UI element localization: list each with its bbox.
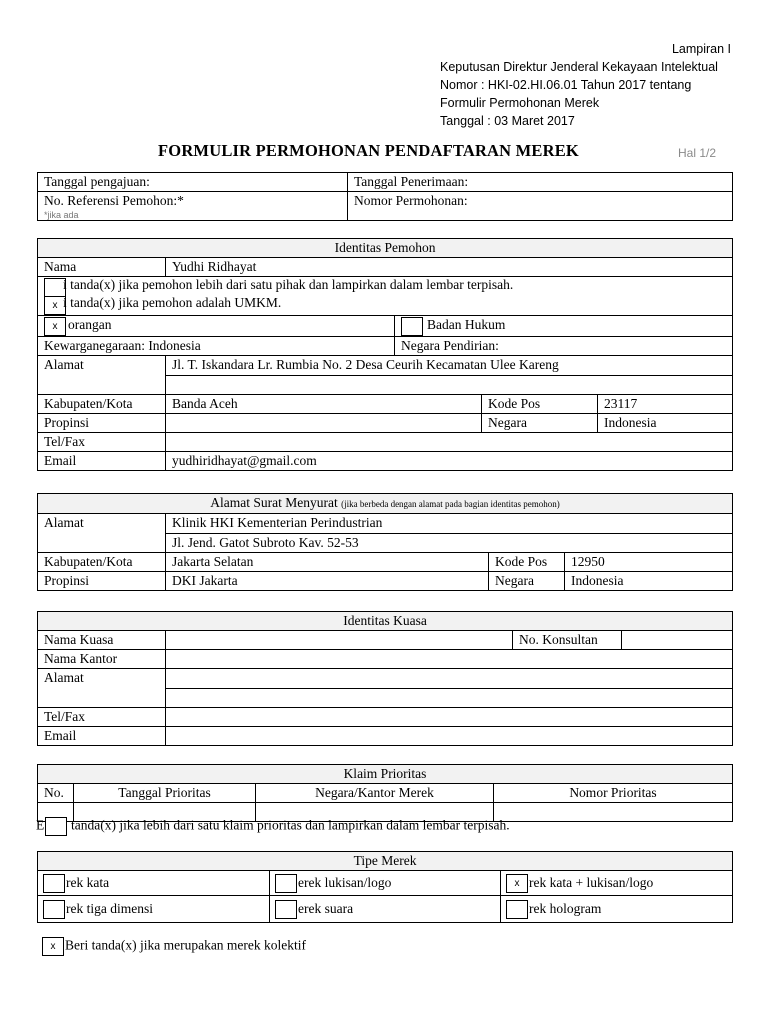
kewarganegaraan-field[interactable]: Kewarganegaraan: Indonesia [38,337,395,356]
alamat-label: Alamat [38,356,166,395]
umkm-text: i tanda(x) jika pemohon adalah UMKM. [63,295,282,310]
lampiran-keputusan: Keputusan Direktur Jenderal Kekayaan Intelektual [440,60,718,74]
merek-kata-label: rek kata [66,875,110,890]
tanggal-penerimaan-field[interactable]: Tanggal Penerimaan: [348,173,733,192]
negara-value[interactable]: Indonesia [598,414,733,433]
propinsi-label: Propinsi [38,414,166,433]
telfax-label: Tel/Fax [38,433,166,452]
kuasa-email-label: Email [38,727,166,746]
kuasa-alamat-line1[interactable] [166,669,733,689]
negara-label: Negara [482,414,598,433]
kolektif-text: Beri tanda(x) jika merupakan merek kolektif [65,937,307,953]
surat-propinsi-value[interactable]: DKI Jakarta [166,572,489,591]
merek-tiga-dimensi-label: rek tiga dimensi [66,901,153,916]
alamat-value[interactable]: Jl. T. Iskandara Lr. Rumbia No. 2 Desa Ceurih Kecamatan Ulee Kareng [166,356,733,376]
surat-alamat-line1[interactable]: Klinik HKI Kementerian Perindustrian [166,514,733,534]
identitas-pemohon-table [37,238,733,471]
reference-table [37,172,733,221]
surat-kabupaten-value[interactable]: Jakarta Selatan [166,553,489,572]
surat-alamat-line2[interactable]: Jl. Jend. Gatot Subroto Kav. 52-53 [166,533,733,553]
kuasa-email-value[interactable] [166,727,733,746]
kabupaten-label: Kabupaten/Kota [38,395,166,414]
multi-party-text: i tanda(x) jika pemohon lebih dari satu pihak dan lampirkan dalam lembar terpisah. [63,277,514,292]
option-merek-hologram[interactable] [501,896,733,923]
prioritas-note-text: tanda(x) jika lebih dari satu klaim prioritas dan lampirkan dalam lembar terpisah. [71,817,510,833]
col-tanggal-prioritas: Tanggal Prioritas [74,784,256,803]
surat-header [38,494,733,514]
tanggal-pengajuan-field[interactable]: Tanggal pengajuan: [38,173,348,192]
nama-kantor-value[interactable] [166,650,733,669]
kuasa-alamat-line2[interactable] [166,688,733,708]
telfax-value[interactable] [166,433,733,452]
tipe-header: Tipe Merek [38,852,733,871]
negara-pendirian-field[interactable]: Negara Pendirian: [395,337,733,356]
identitas-kuasa-table [37,611,733,746]
lampiran-label: Lampiran I [671,42,731,56]
kolektif-row [42,937,306,956]
option-merek-lukisan[interactable] [270,871,501,896]
merek-hologram-label: rek hologram [529,901,602,916]
col-negara-kantor: Negara/Kantor Merek [256,784,494,803]
tipe-merek-table [37,851,733,923]
email-label: Email [38,452,166,471]
merek-lukisan-checkbox[interactable] [275,874,297,893]
merek-kata-checkbox[interactable] [43,874,65,893]
lampiran-block [440,40,731,130]
no-referensi-label: No. Referensi Pemohon:* [44,193,184,208]
prioritas-cell-nomor[interactable] [494,803,733,822]
kuasa-telfax-value[interactable] [166,708,733,727]
merek-suara-label: erek suara [298,901,354,916]
page-title: FORMULIR PERMOHONAN PENDAFTARAN MEREK [158,141,579,160]
klaim-prioritas-table [37,764,733,822]
merek-tiga-dimensi-checkbox[interactable] [43,900,65,919]
page-indicator: Hal 1/2 [678,146,717,160]
email-value[interactable]: yudhiridhayat@gmail.com [166,452,733,471]
nama-kuasa-label: Nama Kuasa [38,631,166,650]
badan-hukum-cell [395,316,733,337]
perorangan-checkbox[interactable]: x [44,317,66,336]
surat-alamat-label: Alamat [38,514,166,553]
nama-value[interactable]: Yudhi Ridhayat [166,258,733,277]
merek-hologram-checkbox[interactable] [506,900,528,919]
lampiran-nomor: Nomor : HKI-02.HI.06.01 Tahun 2017 tentang [440,78,692,92]
option-merek-kata-lukisan[interactable] [501,871,733,896]
badan-hukum-checkbox[interactable] [401,317,423,336]
jika-ada-note: *jika ada [44,210,79,220]
nama-label: Nama [38,258,166,277]
surat-header-note: (jika berbeda dengan alamat pada bagian identitas pemohon) [341,499,560,509]
surat-kode-pos-value[interactable]: 12950 [565,553,733,572]
perorangan-cell [38,316,395,337]
col-nomor-prioritas: Nomor Prioritas [494,784,733,803]
option-merek-tiga-dimensi[interactable] [38,896,270,923]
kabupaten-value[interactable]: Banda Aceh [166,395,482,414]
surat-negara-label: Negara [489,572,565,591]
kode-pos-value[interactable]: 23117 [598,395,733,414]
prioritas-note [36,817,510,836]
no-konsultan-value[interactable] [622,631,733,650]
kolektif-checkbox[interactable]: x [42,937,64,956]
merek-lukisan-label: erek lukisan/logo [298,875,392,890]
alamat-surat-table [37,493,733,591]
no-referensi-field[interactable] [38,192,348,221]
nama-kantor-label: Nama Kantor [38,650,166,669]
lampiran-formulir: Formulir Permohonan Merek [440,96,600,110]
prioritas-header: Klaim Prioritas [38,765,733,784]
no-konsultan-label: No. Konsultan [513,631,622,650]
merek-kata-lukisan-checkbox[interactable]: x [506,874,528,893]
alamat-line2[interactable] [166,375,733,395]
merek-kata-lukisan-label: rek kata + lukisan/logo [529,875,654,890]
surat-negara-value[interactable]: Indonesia [565,572,733,591]
umkm-checkbox[interactable]: x [44,296,66,315]
pemohon-options-cell [38,277,733,316]
surat-propinsi-label: Propinsi [38,572,166,591]
prioritas-note-prefix: E [36,817,45,833]
merek-suara-checkbox[interactable] [275,900,297,919]
col-no: No. [38,784,74,803]
surat-kabupaten-label: Kabupaten/Kota [38,553,166,572]
kode-pos-label: Kode Pos [482,395,598,414]
surat-kode-pos-label: Kode Pos [489,553,565,572]
badan-hukum-text: Badan Hukum [427,317,506,332]
kuasa-alamat-label: Alamat [38,669,166,708]
option-merek-kata[interactable] [38,871,270,896]
perorangan-text: orangan [68,317,112,332]
option-merek-suara[interactable] [270,896,501,923]
prioritas-multi-checkbox[interactable] [45,817,67,836]
propinsi-value[interactable] [166,414,482,433]
nama-kuasa-value[interactable] [166,631,513,650]
pemohon-header: Identitas Pemohon [38,239,733,258]
surat-header-title: Alamat Surat Menyurat [210,495,338,510]
kuasa-telfax-label: Tel/Fax [38,708,166,727]
kuasa-header: Identitas Kuasa [38,612,733,631]
nomor-permohonan-field[interactable]: Nomor Permohonan: [348,192,733,221]
lampiran-tanggal: Tanggal : 03 Maret 2017 [440,114,575,128]
